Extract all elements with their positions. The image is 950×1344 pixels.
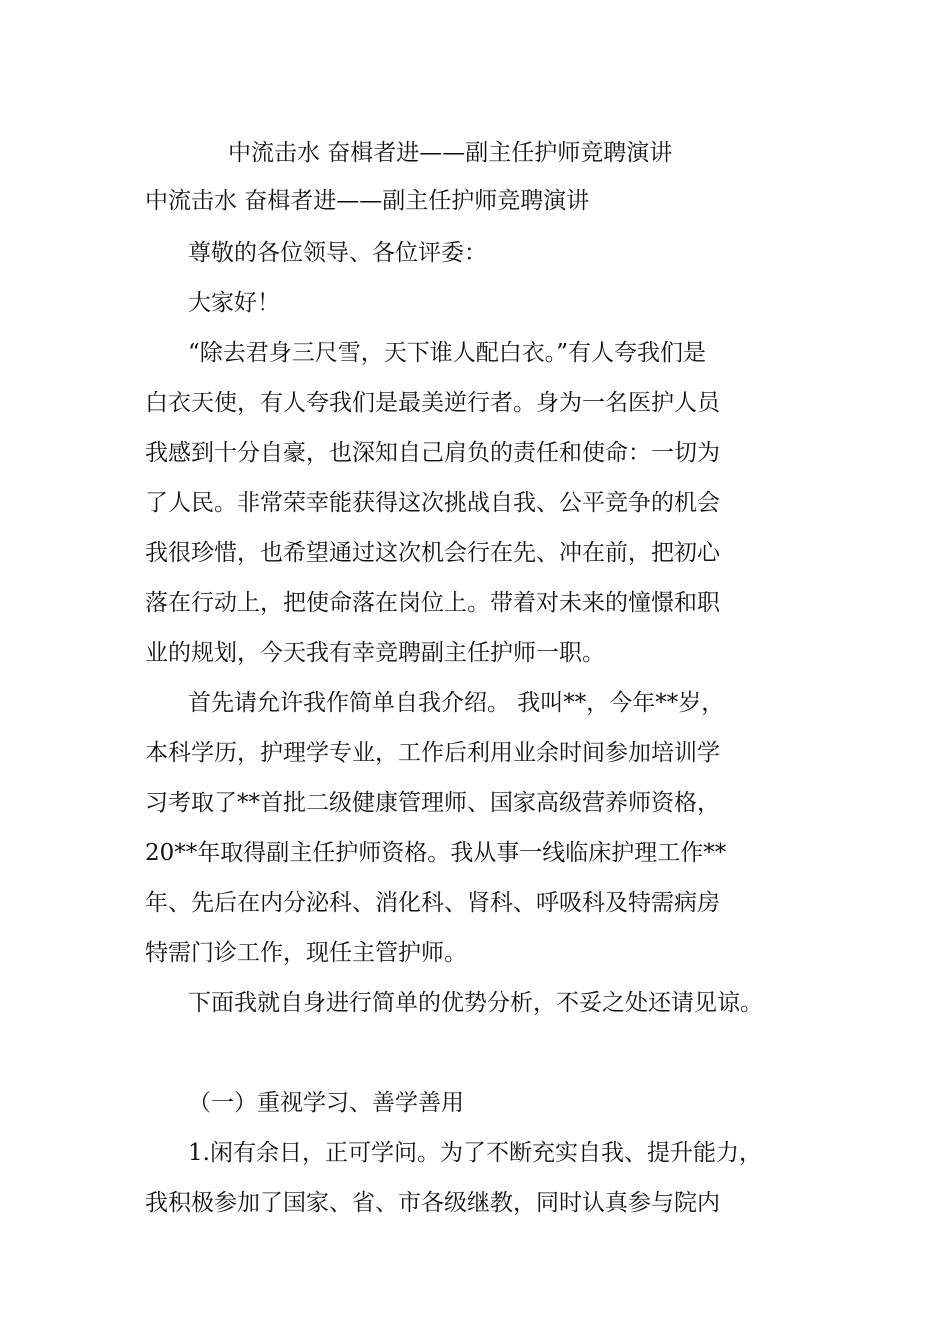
salutation: 尊敬的各位领导、各位评委：	[188, 240, 487, 266]
paragraph-line: 年、先后在内分泌科、消化科、肾科、呼吸科及特需病房	[145, 890, 720, 916]
paragraph-line: 首先请允许我作简单自我介绍。 我叫**，今年**岁，	[188, 690, 725, 716]
paragraph-line: 业的规划，今天我有幸竞聘副主任护师一职。	[145, 640, 605, 666]
paragraph-line: 特需门诊工作，现任主管护师。	[145, 940, 467, 966]
document-subtitle: 中流击水 奋楫者进——副主任护师竞聘演讲	[145, 188, 590, 214]
paragraph-line: 本科学历，护理学专业，工作后利用业余时间参加培训学	[145, 740, 720, 766]
paragraph-line: 我积极参加了国家、省、市各级继教，同时认真参与院内	[145, 1190, 720, 1216]
paragraph-line: 我很珍惜，也希望通过这次机会行在先、冲在前，把初心	[145, 540, 720, 566]
paragraph-line: 落在行动上，把使命落在岗位上。带着对未来的憧憬和职	[145, 590, 720, 616]
paragraph-line: 习考取了**首批二级健康管理师、国家高级营养师资格，	[145, 790, 720, 816]
greeting: 大家好！	[188, 290, 280, 316]
section-heading: （一）重视学习、善学善用	[188, 1090, 464, 1116]
paragraph-line: 了人民。非常荣幸能获得这次挑战自我、公平竞争的机会	[145, 490, 720, 516]
paragraph-line: “除去君身三尺雪，天下谁人配白衣。”有人夸我们是	[188, 340, 707, 366]
paragraph-analysis-intro: 下面我就自身进行简单的优势分析，不妥之处还请见谅。	[188, 990, 763, 1016]
paragraph-line: 20**年取得副主任护师资格。我从事一线临床护理工作**	[145, 840, 727, 866]
paragraph-line: 我感到十分自豪，也深知自己肩负的责任和使命：一切为	[145, 440, 720, 466]
document-title: 中流击水 奋楫者进——副主任护师竞聘演讲	[228, 140, 673, 166]
paragraph-line: 白衣天使，有人夸我们是最美逆行者。身为一名医护人员	[145, 390, 720, 416]
paragraph-line: 1.闲有余日，正可学问。为了不断充实自我、提升能力，	[188, 1140, 762, 1166]
